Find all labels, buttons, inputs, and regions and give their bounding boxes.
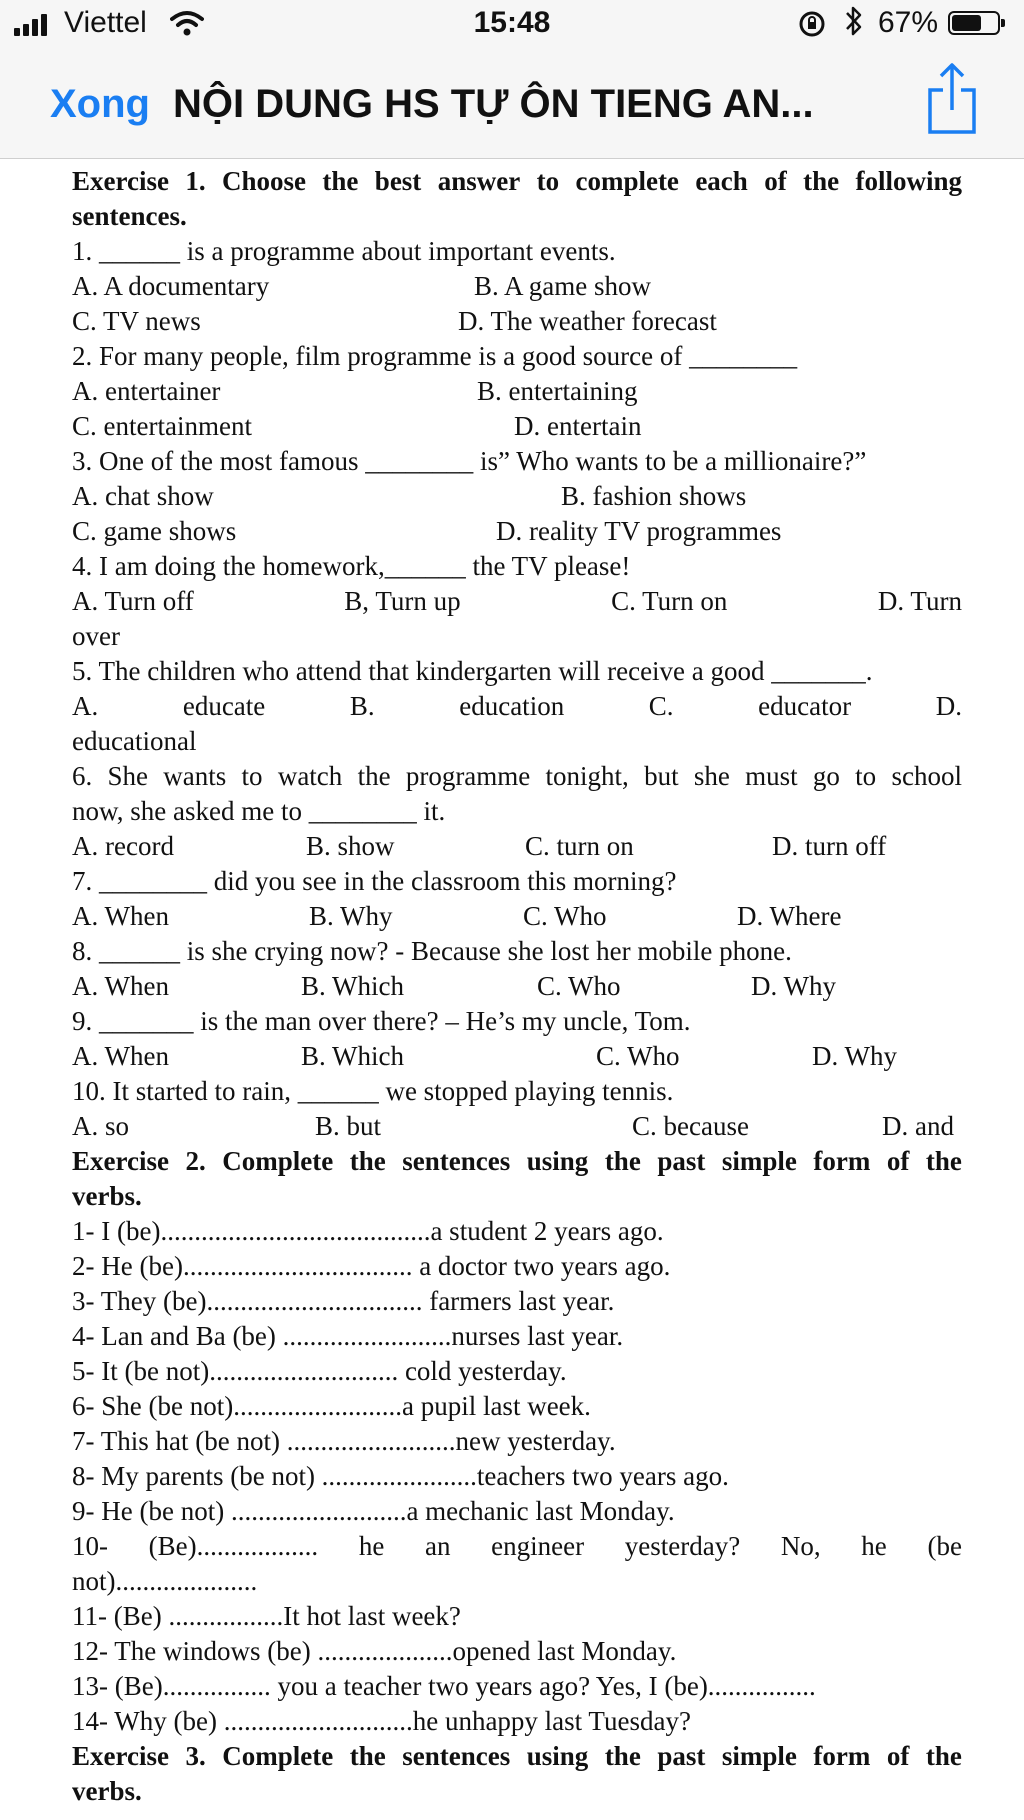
question-5: 5. The children who attend that kindergarten will receive a good _______. xyxy=(72,656,873,686)
question-3: 3. One of the most famous ________ is” Who wants to be a millionaire?” xyxy=(72,446,867,476)
question-6-cont: now, she asked me to ________ it. xyxy=(72,796,446,826)
question-2-options xyxy=(72,409,962,444)
option: B. but xyxy=(315,1111,382,1141)
option: D. entertain xyxy=(514,411,642,441)
done-button[interactable]: Xong xyxy=(50,82,150,126)
option: A. entertainer xyxy=(72,376,221,406)
question-6: 6. She wants to watch the programme tonight, but she must go to school xyxy=(72,761,962,791)
exercise-3-heading: Exercise 3. Complete the sentences using the past simple form of the xyxy=(72,1741,962,1771)
exercise-2-item: 1- I (be)........................................a student 2 years ago. xyxy=(72,1216,664,1246)
question-6-options xyxy=(72,829,962,864)
exercise-2-item: 6- She (be not).........................a pupil last week. xyxy=(72,1391,591,1421)
document-content xyxy=(72,164,962,1809)
option: C. Who xyxy=(596,1041,680,1071)
question-7-options xyxy=(72,899,962,934)
question-8: 8. ______ is she crying now? - Because she lost her mobile phone. xyxy=(72,936,792,966)
option: D. reality TV programmes xyxy=(496,516,782,546)
exercise-2-heading-cont: verbs. xyxy=(72,1181,142,1211)
option: D. Where xyxy=(737,901,842,931)
carrier-name: Viettel xyxy=(64,6,147,39)
option: D. and xyxy=(882,1111,954,1141)
share-icon[interactable] xyxy=(924,60,980,136)
option: A. record xyxy=(72,831,174,861)
exercise-2-item: 12- The windows (be) ....................opened last Monday. xyxy=(72,1636,677,1666)
option: A. chat show xyxy=(72,481,214,511)
option: D. Why xyxy=(751,971,836,1001)
option: B. fashion shows xyxy=(561,481,747,511)
exercise-1-heading: Exercise 1. Choose the best answer to complete each of the following xyxy=(72,166,962,196)
question-4: 4. I am doing the homework,______ the TV please! xyxy=(72,551,631,581)
option: C. Who xyxy=(537,971,621,1001)
question-3-options xyxy=(72,514,962,549)
exercise-2-item: 13- (Be)................ you a teacher two years ago? Yes, I (be)................ xyxy=(72,1671,816,1701)
option: B. show xyxy=(306,831,395,861)
option: B. Which xyxy=(301,971,404,1001)
question-4-options-cont: over xyxy=(72,621,120,651)
exercise-2-item: 2- He (be).................................. a doctor two years ago. xyxy=(72,1251,671,1281)
exercise-3-heading-cont: verbs. xyxy=(72,1776,142,1806)
battery-percentage: 67% xyxy=(878,6,939,39)
exercise-2-item: 9- He (be not) ..........................a mechanic last Monday. xyxy=(72,1496,675,1526)
document-title: NỘI DUNG HS TỰ ÔN TIENG AN... xyxy=(173,82,814,126)
option: C. entertainment xyxy=(72,411,252,441)
question-8-options xyxy=(72,969,962,1004)
question-2: 2. For many people, film programme is a good source of ________ xyxy=(72,341,798,371)
orientation-lock-icon xyxy=(798,10,826,38)
option: B. Why xyxy=(309,901,393,931)
exercise-2-item: 7- This hat (be not) .........................new yesterday. xyxy=(72,1426,616,1456)
navigation-bar xyxy=(0,50,1024,159)
battery-icon xyxy=(948,11,1000,35)
option: A. When xyxy=(72,971,169,1001)
clock: 15:48 xyxy=(473,6,551,39)
battery-fill xyxy=(952,15,981,31)
question-10-options xyxy=(72,1109,962,1144)
option: D. Why xyxy=(812,1041,897,1071)
question-10: 10. It started to rain, ______ we stopped playing tennis. xyxy=(72,1076,674,1106)
exercise-2-item-10-cont: not)..................... xyxy=(72,1566,258,1596)
option: C. TV news xyxy=(72,306,201,336)
question-2-options xyxy=(72,374,962,409)
option: B, Turn up xyxy=(344,586,461,616)
question-9-options xyxy=(72,1039,962,1074)
option: D. Turn xyxy=(877,586,962,616)
question-5-options: A. educate B. education C. educator D. xyxy=(72,691,962,721)
option: C. Who xyxy=(523,901,607,931)
exercise-2-heading: Exercise 2. Complete the sentences using the past simple form of the xyxy=(72,1146,962,1176)
option: B. A game show xyxy=(474,271,652,301)
option: D. turn off xyxy=(772,831,887,861)
question-1-options xyxy=(72,269,962,304)
option: A. A documentary xyxy=(72,271,270,301)
option: A. When xyxy=(72,1041,169,1071)
status-bar xyxy=(0,0,1024,50)
exercise-2-item: 5- It (be not)............................ cold yesterday. xyxy=(72,1356,567,1386)
exercise-2-item-10: 10- (Be).................. he an engineer yesterday? No, he (be xyxy=(72,1531,962,1561)
question-1-options xyxy=(72,304,962,339)
exercise-2-item: 8- My parents (be not) .......................teachers two years ago. xyxy=(72,1461,729,1491)
option: A. When xyxy=(72,901,169,931)
exercise-2-item: 3- They (be)................................ farmers last year. xyxy=(72,1286,615,1316)
option: B. Which xyxy=(301,1041,404,1071)
question-5-options-cont: educational xyxy=(72,726,197,756)
document-viewer[interactable] xyxy=(0,159,1024,1820)
option: B. entertaining xyxy=(477,376,638,406)
option: C. Turn on xyxy=(611,586,728,616)
question-7: 7. ________ did you see in the classroom this morning? xyxy=(72,866,677,896)
option: A. so xyxy=(72,1111,130,1141)
question-3-options xyxy=(72,479,962,514)
exercise-2-item: 14- Why (be) ............................he unhappy last Tuesday? xyxy=(72,1706,691,1736)
option: C. turn on xyxy=(525,831,634,861)
question-1: 1. ______ is a programme about important events. xyxy=(72,236,616,266)
exercise-2-item: 11- (Be) .................It hot last week? xyxy=(72,1601,461,1631)
question-4-options xyxy=(72,584,962,619)
bluetooth-icon xyxy=(843,4,865,38)
option: C. because xyxy=(632,1111,749,1141)
exercise-2-item: 4- Lan and Ba (be) .........................nurses last year. xyxy=(72,1321,624,1351)
option: D. The weather forecast xyxy=(458,306,717,336)
exercise-1-heading-cont: sentences. xyxy=(72,201,187,231)
question-9: 9. _______ is the man over there? – He’s my uncle, Tom. xyxy=(72,1006,691,1036)
option: C. game shows xyxy=(72,516,237,546)
option: A. Turn off xyxy=(72,586,194,616)
